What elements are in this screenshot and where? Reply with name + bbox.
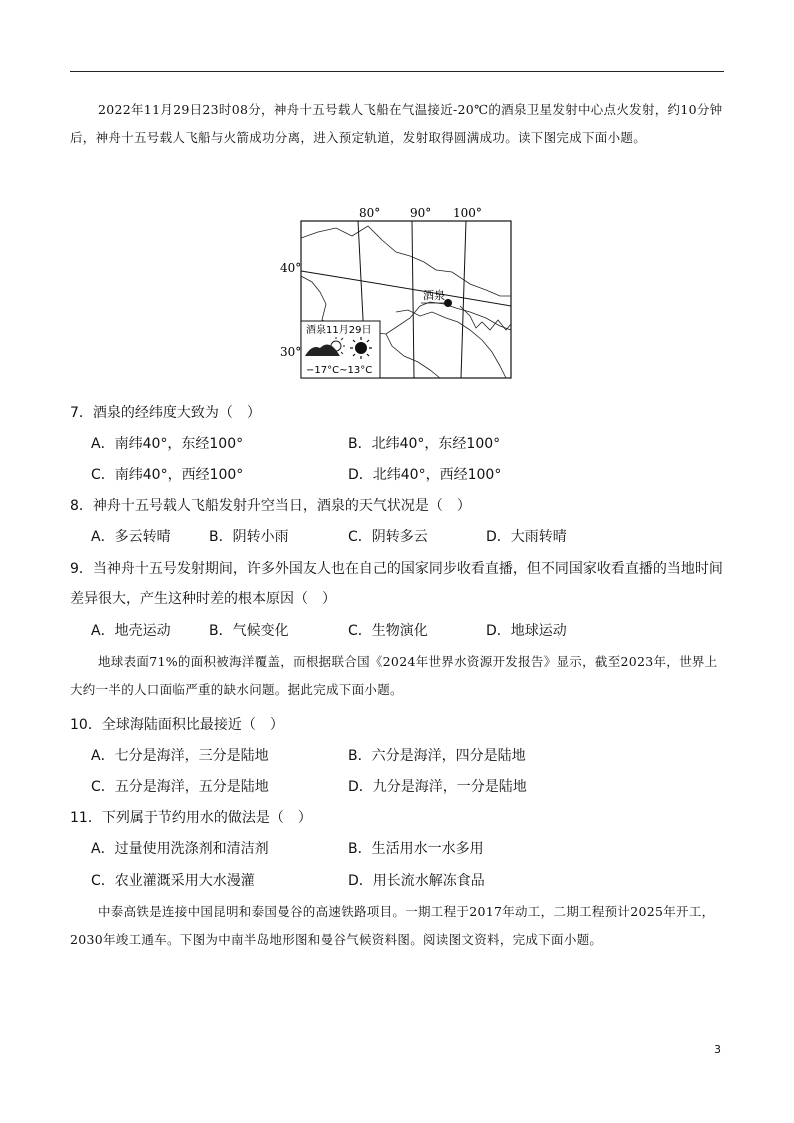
question-8-option-d[interactable]: D．大雨转晴 [486,529,567,545]
question-9-stem-line2: 差异很大，产生这种时差的根本原因（ ） [70,591,336,607]
intro-paragraph-railway: 中泰高铁是连接中国昆明和泰国曼谷的高速铁路项目。一期工程于2017年动工，二期工程预计2025年开工，2030年竣工通车。下图为中南半岛地形图和曼谷气候资料图。阅读图文资料，完成下面小题。 [70,904,715,947]
jiuquan-location-map [0,0,794,400]
question-7-option-b[interactable]: B．北纬40°，东经100° [348,436,501,452]
lat-label-30: 30° [280,345,302,359]
lon-label-80: 80° [359,206,381,220]
intro-paragraph-water: 地球表面71%的面积被海洋覆盖，而根据联合国《2024年世界水资源开发报告》显示，截至2023年，世界上大约一半的人口面临严重的缺水问题。据此完成下面小题。 [70,654,718,697]
question-7-stem: 7．酒泉的经纬度大致为（ ） [70,405,261,421]
question-10-option-a[interactable]: A．七分是海洋，三分是陆地 [91,748,269,764]
question-9-stem-line1: 9．当神舟十五号发射期间，许多外国友人也在自己的国家同步收看直播，但不同国家收看直播的当地时间 [70,561,723,577]
question-10-option-d[interactable]: D．九分是海洋，一分是陆地 [348,779,527,795]
lon-label-90: 90° [410,206,432,220]
question-8-option-a[interactable]: A．多云转晴 [91,529,171,545]
weather-title: 酒泉11月29日 [306,325,372,336]
question-8-option-c[interactable]: C．阴转多云 [348,529,428,545]
question-7-option-d[interactable]: D．北纬40°，西经100° [348,467,502,483]
question-10-option-c[interactable]: C．五分是海洋，五分是陆地 [91,779,269,795]
question-8-option-b[interactable]: B．阴转小雨 [209,529,289,545]
question-9-option-d[interactable]: D．地球运动 [486,623,567,639]
intro-paragraph-shenzhou: 2022年11月29日23时08分，神舟十五号载人飞船在气温接近-20℃的酒泉卫星发射中心点火发射，约10分钟后，神舟十五号载人飞船与火箭成功分离，进入预定轨道，发射取得圆满成功。读下图完成下面小题。 [70,102,723,145]
weather-temperature: −17°C~13°C [306,365,373,376]
question-11-option-a[interactable]: A．过量使用洗涤剂和清洁剂 [91,841,269,857]
question-11-option-b[interactable]: B．生活用水一水多用 [348,841,484,857]
question-9-option-c[interactable]: C．生物演化 [348,623,428,639]
question-7-option-a[interactable]: A．南纬40°，东经100° [91,436,244,452]
page-number: 3 [714,1043,721,1056]
question-8-stem: 8．神舟十五号载人飞船发射升空当日，酒泉的天气状况是（ ） [70,498,471,514]
question-9-option-b[interactable]: B．气候变化 [209,623,289,639]
question-9-option-a[interactable]: A．地壳运动 [91,623,171,639]
question-11-option-d[interactable]: D．用长流水解冻食品 [348,873,485,889]
question-11-option-c[interactable]: C．农业灌溉采用大水漫灌 [91,873,255,889]
city-label: 酒泉 [423,289,445,302]
question-7-option-c[interactable]: C．南纬40°，西经100° [91,467,244,483]
question-10-option-b[interactable]: B．六分是海洋，四分是陆地 [348,748,526,764]
lon-label-100: 100° [453,206,482,220]
lat-label-40: 40° [280,261,302,275]
jiuquan-marker [444,299,452,307]
question-10-stem: 10．全球海陆面积比最接近（ ） [70,717,284,733]
question-11-stem: 11．下列属于节约用水的做法是（ ） [70,810,312,826]
